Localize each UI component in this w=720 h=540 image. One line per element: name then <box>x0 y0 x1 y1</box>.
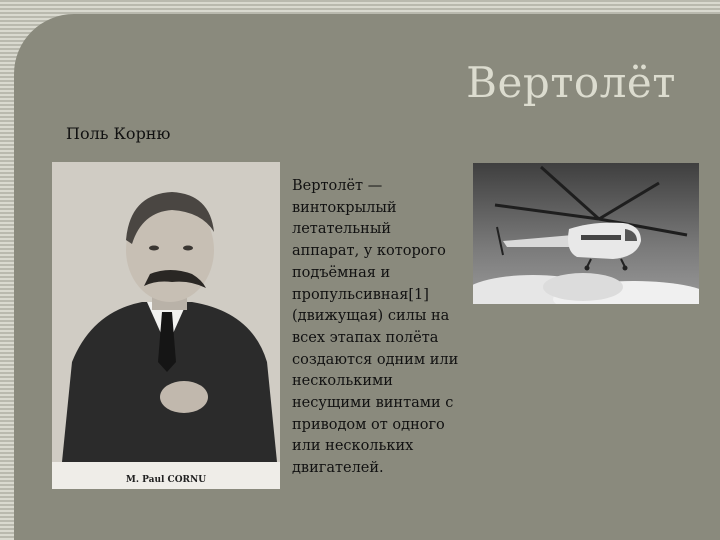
portrait-photo <box>52 162 280 489</box>
body-text: Вертолёт — винтокрылый летательный аппарат, у которого подъёмная и пропульсивная[1] (движущая) силы на всех этапах полёта создаются одним или несколькими несущими винтами с приводом от одного или нескольких двигателей. <box>292 178 459 477</box>
portrait-caption: Поль Корню <box>66 124 171 143</box>
helicopter-photo <box>473 163 699 304</box>
helicopter-image <box>473 163 699 304</box>
portrait-image <box>52 162 280 489</box>
portrait-label: M. Paul CORNU <box>125 475 207 485</box>
slide-title: Вертолёт <box>466 58 676 107</box>
